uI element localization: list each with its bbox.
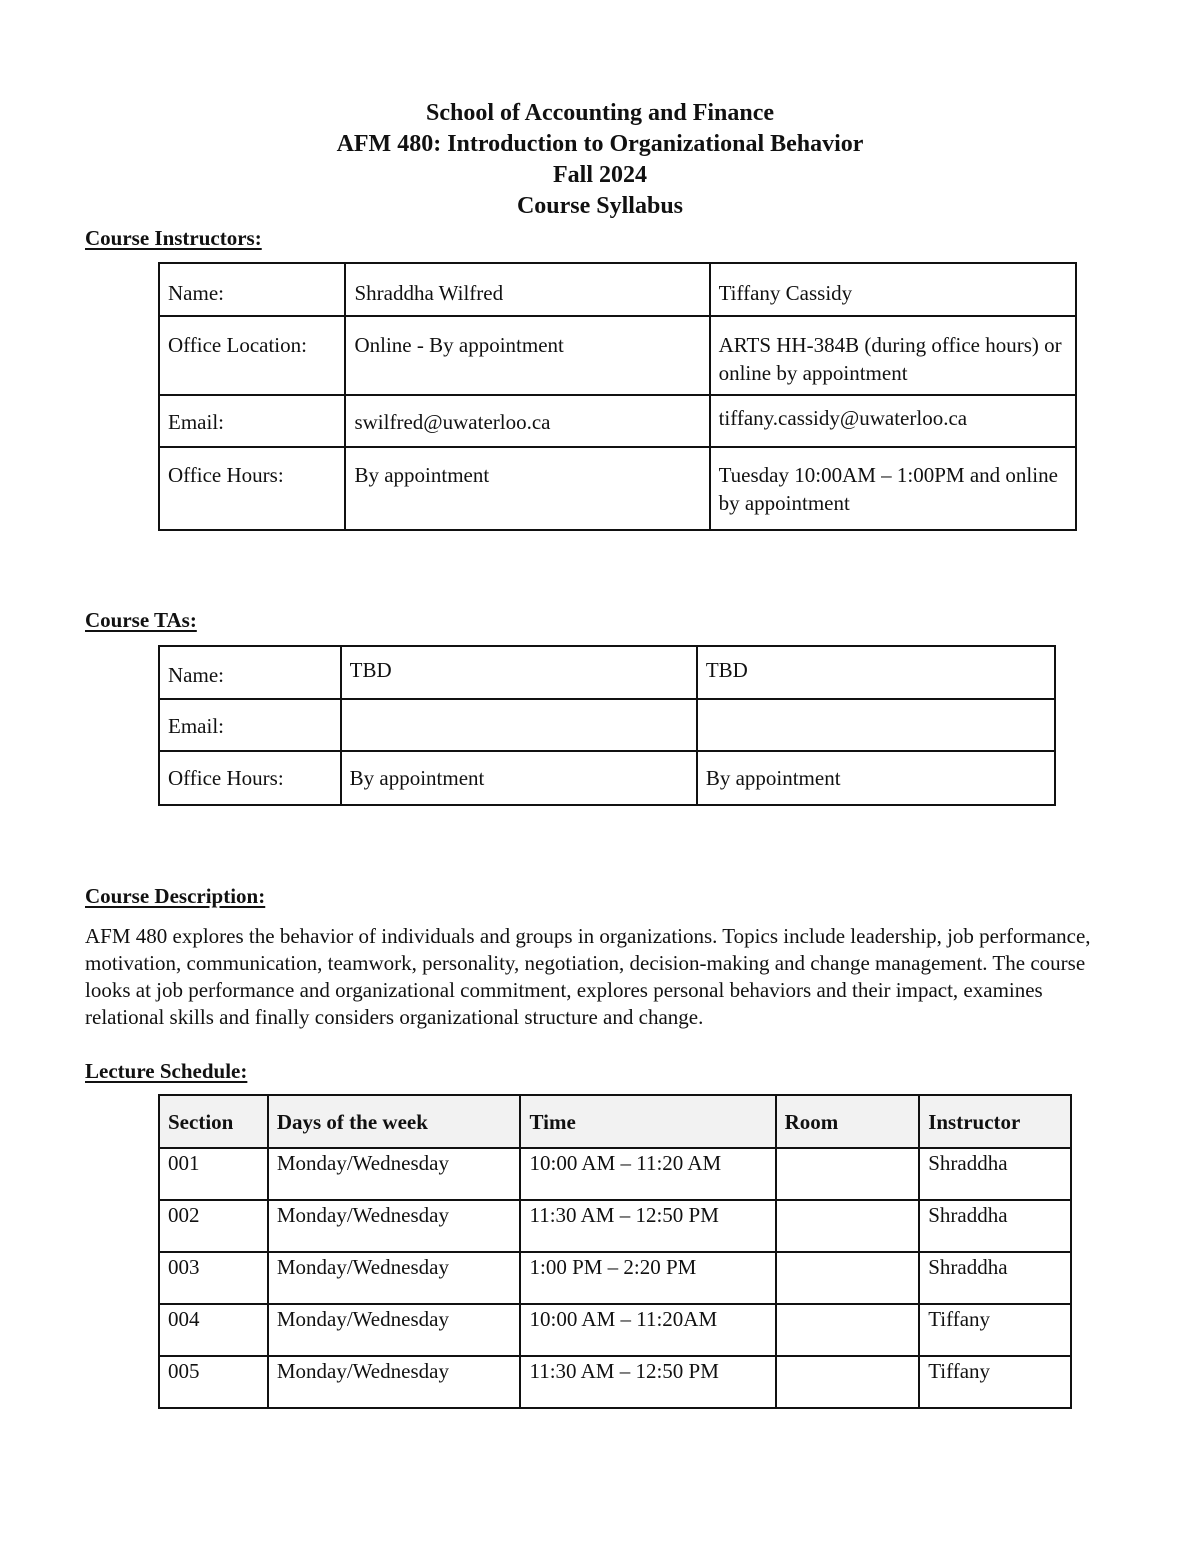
term: Fall 2024 [553,162,647,188]
table-row [159,646,1055,699]
time-cell: 10:00 AM – 11:20 AM [520,1148,775,1200]
room-cell [776,1200,920,1252]
room-cell [776,1304,920,1356]
instructor-2-email: tiffany.cassidy@uwaterloo.ca [710,395,1076,447]
description-heading: Course Description: [85,884,266,908]
table-row [159,263,1076,316]
days-cell: Monday/Wednesday [268,1304,521,1356]
ta-1-email [341,699,697,751]
row-label: Name: [159,646,341,699]
instructor-1-email: swilfred@uwaterloo.ca [345,395,709,447]
row-label: Email: [159,395,345,447]
instructor-cell: Shraddha [919,1200,1071,1252]
ta-2-name: TBD [697,646,1055,699]
instructor-cell: Tiffany [919,1356,1071,1408]
instructors-table [158,262,1077,531]
table-row [159,1148,1071,1200]
table-row [159,751,1055,805]
time-cell: 11:30 AM – 12:50 PM [520,1200,775,1252]
table-row [159,699,1055,751]
time-cell: 1:00 PM – 2:20 PM [520,1252,775,1304]
time-cell: 10:00 AM – 11:20AM [520,1304,775,1356]
room-cell [776,1148,920,1200]
days-cell: Monday/Wednesday [268,1252,521,1304]
ta-2-email [697,699,1055,751]
row-label: Name: [159,263,345,316]
document-type: Course Syllabus [516,193,684,219]
table-row [159,1304,1071,1356]
column-header: Instructor [919,1095,1071,1148]
table-header-row [159,1095,1071,1148]
column-header: Room [776,1095,920,1148]
days-cell: Monday/Wednesday [268,1200,521,1252]
instructor-1-office-hours: By appointment [345,447,709,530]
ta-2-office-hours: By appointment [697,751,1055,805]
instructor-2-location: ARTS HH-384B (during office hours) or online by appointment [710,316,1076,395]
ta-1-office-hours: By appointment [341,751,697,805]
row-label: Email: [159,699,341,751]
tas-heading: Course TAs: [85,608,197,632]
course-description: AFM 480 explores the behavior of individuals and groups in organizations. Topics include leadership, job performance, motivation, communication, teamwork, personality, negotiation, decision-making and change management. The course looks at job performance and organizational commitment, explores personal behaviors and their impact, examines relational skills and finally considers organizational structure and change. [85,924,1091,1029]
column-header: Section [159,1095,268,1148]
ta-1-name: TBD [341,646,697,699]
school-name: School of Accounting and Finance [425,100,775,126]
table-row [159,316,1076,395]
section-cell: 005 [159,1356,268,1408]
instructor-1-name: Shraddha Wilfred [345,263,709,316]
document-header [0,98,1200,222]
section-cell: 003 [159,1252,268,1304]
row-label: Office Hours: [159,447,345,530]
instructor-cell: Tiffany [919,1304,1071,1356]
section-cell: 001 [159,1148,268,1200]
tas-table [158,645,1056,806]
column-header: Time [520,1095,775,1148]
lecture-schedule-table [158,1094,1072,1409]
row-label: Office Location: [159,316,345,395]
course-title: AFM 480: Introduction to Organizational Behavior [336,131,864,157]
table-row [159,1252,1071,1304]
days-cell: Monday/Wednesday [268,1148,521,1200]
section-cell: 002 [159,1200,268,1252]
row-label: Office Hours: [159,751,341,805]
table-row [159,395,1076,447]
room-cell [776,1356,920,1408]
room-cell [776,1252,920,1304]
instructor-2-office-hours: Tuesday 10:00AM – 1:00PM and online by appointment [710,447,1076,530]
column-header: Days of the week [268,1095,521,1148]
schedule-heading: Lecture Schedule: [85,1059,248,1083]
time-cell: 11:30 AM – 12:50 PM [520,1356,775,1408]
instructors-heading: Course Instructors: [85,226,262,250]
days-cell: Monday/Wednesday [268,1356,521,1408]
section-cell: 004 [159,1304,268,1356]
instructor-2-name: Tiffany Cassidy [710,263,1076,316]
instructor-1-location: Online - By appointment [345,316,709,395]
instructor-cell: Shraddha [919,1252,1071,1304]
table-row [159,1200,1071,1252]
table-row [159,1356,1071,1408]
table-row [159,447,1076,530]
instructor-cell: Shraddha [919,1148,1071,1200]
